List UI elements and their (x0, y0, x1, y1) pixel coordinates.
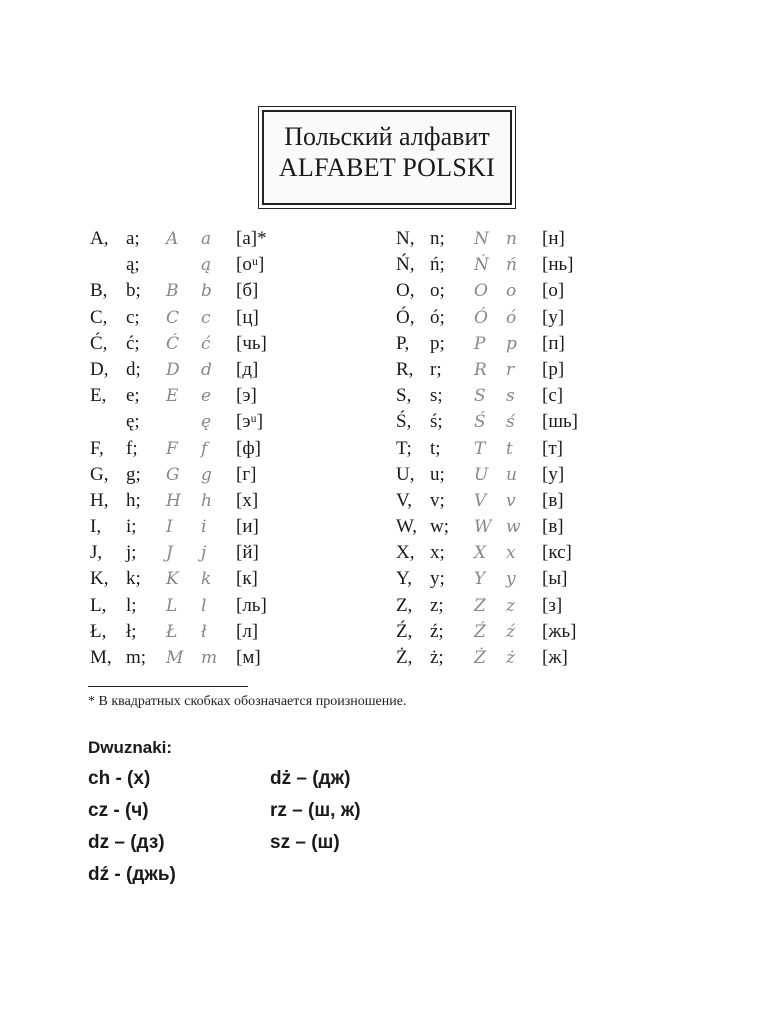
digraphs-section (88, 738, 361, 885)
script-uppercase: Ń (474, 255, 489, 276)
letter-lowercase: z; (430, 594, 444, 616)
letter-uppercase: Ź, (396, 620, 413, 642)
script-uppercase: K (166, 569, 179, 590)
pronunciation: [нь] (542, 254, 574, 276)
letter-uppercase: Ł, (90, 620, 107, 642)
letter-uppercase: Ó, (396, 306, 415, 328)
letter-uppercase: G, (90, 463, 109, 485)
digraph-item: dz – (дз) (88, 832, 165, 853)
script-uppercase: R (474, 359, 487, 380)
script-uppercase: W (474, 517, 492, 538)
script-lowercase: ł (201, 621, 207, 642)
script-lowercase: t (506, 438, 513, 459)
pronunciation: [жь] (542, 620, 577, 642)
letter-lowercase: w; (430, 516, 449, 538)
pronunciation: [ж] (542, 647, 568, 668)
script-lowercase: f (201, 438, 208, 459)
letter-uppercase: D, (90, 358, 109, 380)
script-lowercase: u (506, 464, 517, 485)
letter-lowercase: m; (126, 647, 147, 668)
pronunciation: [шь] (542, 411, 578, 433)
pronunciation: [о] (542, 280, 565, 302)
pronunciation: [й] (236, 542, 259, 564)
letter-lowercase: b; (126, 280, 141, 302)
pronunciation: [т] (542, 437, 563, 459)
pronunciation: [с] (542, 385, 564, 407)
letter-uppercase: E, (90, 385, 107, 407)
pronunciation: [эᵘ] (236, 411, 264, 433)
footnote: * В квадратных скобках обозначается произношение. (88, 694, 407, 709)
letter-uppercase: P, (396, 332, 410, 354)
script-lowercase: m (201, 648, 218, 668)
script-lowercase: r (506, 359, 515, 380)
script-uppercase: P (474, 333, 486, 354)
script-uppercase: L (166, 595, 178, 616)
pronunciation: [и] (236, 516, 259, 538)
script-uppercase: V (474, 490, 487, 511)
script-lowercase: ś (506, 412, 515, 433)
script-lowercase: ć (201, 333, 211, 354)
pronunciation: [ы] (542, 568, 568, 590)
letter-lowercase: j; (126, 542, 137, 564)
script-lowercase: x (506, 543, 516, 564)
pronunciation: [к] (236, 568, 258, 590)
pronunciation: [г] (236, 463, 257, 485)
letter-lowercase: ó; (430, 306, 445, 328)
script-uppercase: Ź (474, 621, 486, 642)
script-uppercase: Z (474, 595, 486, 616)
script-uppercase: Ś (474, 412, 486, 433)
script-uppercase: X (474, 543, 487, 564)
pronunciation: [кс] (542, 542, 572, 564)
letter-lowercase: ż; (430, 647, 444, 668)
script-lowercase: l (201, 595, 207, 616)
letter-uppercase: Ś, (396, 411, 412, 433)
letter-lowercase: p; (430, 332, 445, 354)
script-uppercase: Ó (474, 307, 488, 328)
script-lowercase: e (201, 386, 212, 407)
letter-uppercase: V, (396, 489, 413, 511)
pronunciation: [у] (542, 463, 565, 485)
pronunciation: [ль] (236, 594, 267, 616)
digraph-item: sz – (ш) (270, 832, 340, 853)
letter-uppercase: B, (90, 280, 108, 302)
letter-lowercase: ą; (126, 254, 140, 276)
script-uppercase: Ć (166, 333, 180, 354)
letter-uppercase: J, (90, 542, 103, 564)
letter-lowercase: a; (126, 228, 140, 249)
letter-uppercase: O, (396, 280, 415, 302)
letter-lowercase: y; (430, 568, 445, 590)
letter-lowercase: o; (430, 280, 445, 302)
script-lowercase: d (201, 359, 212, 380)
script-lowercase: a (201, 229, 212, 249)
letter-lowercase: g; (126, 463, 141, 485)
script-uppercase: I (166, 517, 173, 538)
letter-uppercase: Ń, (396, 254, 415, 276)
pronunciation: [л] (236, 620, 259, 642)
script-lowercase: h (201, 490, 212, 511)
title-russian: Польский алфавит (284, 122, 490, 151)
pronunciation: [п] (542, 332, 565, 354)
letter-uppercase: W, (396, 516, 417, 538)
letter-uppercase: Y, (396, 568, 413, 590)
digraph-item: rz – (ш, ж) (270, 800, 361, 821)
pronunciation: [ц] (236, 306, 259, 328)
letter-lowercase: u; (430, 463, 445, 485)
letter-uppercase: M, (90, 647, 112, 668)
script-lowercase: o (506, 281, 517, 302)
script-lowercase: w (506, 517, 521, 538)
letter-uppercase: H, (90, 489, 109, 511)
script-uppercase: Y (474, 569, 486, 590)
script-uppercase: S (474, 386, 486, 407)
footnote-divider (88, 686, 248, 687)
letter-lowercase: ń; (430, 254, 445, 276)
script-uppercase: N (474, 229, 489, 249)
script-uppercase: O (474, 281, 488, 302)
digraph-item: ch - (х) (88, 768, 151, 789)
letter-lowercase: k; (126, 568, 141, 590)
script-uppercase: Ż (474, 648, 486, 668)
pronunciation: [р] (542, 358, 565, 380)
letter-lowercase: ź; (430, 620, 444, 642)
script-lowercase: n (506, 229, 517, 249)
pronunciation: [м] (236, 647, 261, 668)
letter-uppercase: F, (90, 437, 104, 459)
script-uppercase: A (166, 229, 179, 249)
script-uppercase: G (166, 464, 180, 485)
letter-lowercase: d; (126, 358, 141, 380)
script-lowercase: b (201, 281, 212, 302)
letter-lowercase: l; (126, 594, 137, 616)
letter-uppercase: S, (396, 385, 412, 407)
script-uppercase: F (166, 438, 178, 459)
script-uppercase: E (166, 386, 179, 407)
pronunciation: [в] (542, 489, 564, 511)
letter-uppercase: Ć, (90, 332, 108, 354)
digraph-item: dż – (дж) (270, 768, 351, 789)
pronunciation: [б] (236, 280, 259, 302)
script-uppercase: H (166, 490, 181, 511)
script-lowercase: ó (506, 307, 517, 328)
letter-uppercase: N, (396, 228, 415, 249)
letter-lowercase: i; (126, 516, 137, 538)
script-lowercase: s (506, 386, 515, 407)
letter-uppercase: Z, (396, 594, 413, 616)
script-lowercase: i (201, 517, 207, 538)
script-lowercase: p (506, 333, 517, 354)
script-lowercase: z (506, 595, 515, 616)
digraph-item: cz - (ч) (88, 800, 149, 821)
script-uppercase: C (166, 307, 180, 328)
letter-uppercase: L, (90, 594, 107, 616)
letter-uppercase: I, (90, 516, 102, 538)
script-uppercase: Ł (166, 621, 178, 642)
script-uppercase: M (166, 648, 184, 668)
pronunciation: [у] (542, 306, 565, 328)
script-lowercase: k (201, 569, 212, 590)
letter-uppercase: U, (396, 463, 415, 485)
letter-uppercase: C, (90, 306, 108, 328)
pronunciation: [оᵘ] (236, 254, 265, 276)
letter-lowercase: e; (126, 385, 140, 407)
script-uppercase: D (166, 359, 180, 380)
letter-uppercase: K, (90, 568, 109, 590)
digraphs-heading: Dwuznaki: (88, 738, 173, 757)
letter-uppercase: X, (396, 542, 415, 564)
letter-lowercase: s; (430, 385, 443, 407)
pronunciation: [чь] (236, 332, 267, 354)
script-lowercase: v (506, 490, 516, 511)
script-lowercase: c (201, 307, 211, 328)
letter-lowercase: t; (430, 437, 441, 459)
letter-lowercase: ć; (126, 332, 140, 354)
pronunciation: [д] (236, 358, 259, 380)
letter-lowercase: x; (430, 542, 445, 564)
letter-lowercase: n; (430, 228, 445, 249)
script-uppercase: B (166, 281, 179, 302)
script-uppercase: J (166, 543, 173, 564)
letter-lowercase: ę; (126, 411, 140, 433)
pronunciation: [э] (236, 385, 257, 407)
pronunciation: [в] (542, 516, 564, 538)
pronunciation: [з] (542, 594, 563, 616)
letter-lowercase: f; (126, 437, 138, 459)
pronunciation: [х] (236, 489, 259, 511)
script-lowercase: ń (506, 255, 517, 276)
script-uppercase: T (474, 438, 486, 459)
pronunciation: [а]* (236, 228, 267, 249)
digraph-item: dź - (джь) (88, 864, 176, 885)
script-lowercase: ź (506, 621, 515, 642)
title-polish: ALFABET POLSKI (278, 153, 496, 182)
letter-uppercase: A, (90, 228, 109, 249)
script-uppercase: U (474, 464, 489, 485)
script-lowercase: ż (506, 648, 515, 668)
letter-uppercase: Ż, (396, 647, 413, 668)
letter-lowercase: v; (430, 489, 445, 511)
script-lowercase: y (506, 569, 516, 590)
script-lowercase: ę (201, 412, 212, 433)
pronunciation: [н] (542, 228, 565, 249)
script-lowercase: ą (201, 255, 212, 276)
letter-lowercase: c; (126, 306, 140, 328)
letter-lowercase: h; (126, 489, 141, 511)
pronunciation: [ф] (236, 437, 261, 459)
letter-lowercase: ś; (430, 411, 443, 433)
title-box (262, 110, 512, 205)
letter-lowercase: r; (430, 358, 442, 380)
letter-lowercase: ł; (126, 620, 137, 642)
letter-uppercase: T; (396, 437, 412, 459)
script-lowercase: j (201, 543, 207, 564)
script-lowercase: g (201, 464, 212, 485)
letter-uppercase: R, (396, 358, 414, 380)
